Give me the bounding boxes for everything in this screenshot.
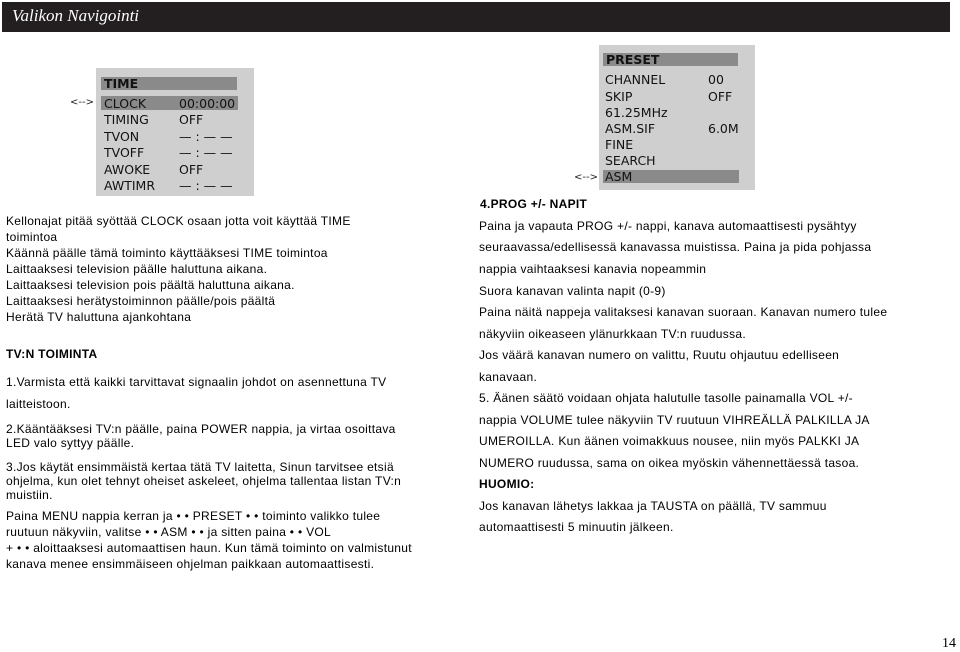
text-line: NUMERO ruudussa, sama on oikea myöskin vähennettäessä tasoa. (479, 456, 860, 470)
preset-menu-row-channel (605, 72, 724, 87)
preset-menu-value: OFF (708, 89, 733, 104)
time-menu-row-tvon (104, 129, 233, 144)
text-line: Paina näitä nappeja valitaksesi kanavan suoraan. Kanavan numero tulee (479, 305, 888, 319)
time-menu-row-awtimr (104, 178, 233, 193)
time-menu-label: CLOCK (104, 96, 147, 111)
time-menu-heading: TIME (101, 77, 237, 90)
page-number: 14 (942, 636, 956, 651)
time-menu-row-tvoff (104, 145, 233, 160)
time-menu-label: AWOKE (104, 162, 151, 177)
time-menu-value: 00:00:00 (179, 96, 236, 111)
note-heading: HUOMIO: (479, 477, 535, 491)
time-menu-value: — : — — (179, 145, 233, 160)
text-line: Paina ja vapauta PROG +/- nappi, kanava automaattisesti pysähtyy (479, 219, 857, 233)
preset-menu-value: 6.0M (708, 121, 739, 136)
left-right-arrow-icon: <--> (574, 172, 598, 183)
time-menu-label: AWTIMR (104, 178, 156, 193)
text-line: ruutuun näkyviin, valitse • • ASM • • ja sitten paina • • VOL (6, 525, 331, 539)
text-line: 5. Äänen säätö voidaan ohjata halutulle tasolle painamalla VOL +/- (479, 391, 853, 405)
prog-section-heading: 4.PROG +/- NAPIT (480, 197, 588, 211)
text-line: Kellonajat pitää syöttää CLOCK osaan jotta voit käyttää TIME (6, 214, 351, 228)
preset-menu-label: 61.25MHz (605, 105, 668, 120)
text-line: muistiin. (6, 488, 53, 502)
preset-menu-row-fine (605, 137, 633, 152)
text-line: kanava menee ensimmäiseen ohjelman paikkaan automaattisesti. (6, 557, 375, 571)
text-line: 2.Kääntääksesi TV:n päälle, paina POWER nappia, ja virtaa osoittava (6, 422, 396, 436)
text-line: laitteistoon. (6, 397, 71, 411)
preset-menu-heading: PRESET (603, 53, 738, 66)
preset-menu-row-asm (603, 170, 739, 183)
text-line: automaattisesti 5 minuutin jälkeen. (479, 520, 674, 534)
time-menu-row-awoke (104, 162, 204, 177)
time-menu-value: — : — — (179, 129, 233, 144)
text-line: LED valo syttyy päälle. (6, 436, 135, 450)
time-menu-label: TVOFF (104, 145, 145, 160)
time-menu-value: — : — — (179, 178, 233, 193)
text-line: Jos väärä kanavan numero on valittu, Ruutu ohjautuu edelliseen (479, 348, 840, 362)
header-bar (2, 2, 950, 32)
time-menu-label: TVON (104, 129, 140, 144)
preset-menu-screen (599, 45, 755, 190)
preset-menu-label: ASM (605, 169, 633, 184)
preset-menu-row-asm-sif (605, 121, 739, 136)
preset-menu-row-skip (605, 89, 733, 104)
text-line: Herätä TV haluttuna ajankohtana (6, 310, 192, 324)
text-line: nappia vaihtaaksesi kanavia nopeammin (479, 262, 707, 276)
text-line: kanavaan. (479, 370, 538, 384)
preset-menu-row-frequency (605, 105, 668, 120)
text-line: Laittaaksesi herätystoiminnon päälle/pois päältä (6, 294, 276, 308)
page-title: Valikon Navigointi (12, 6, 140, 25)
text-line: 3.Jos käytät ensimmäistä kertaa tätä TV laitetta, Sinun tarvitsee etsiä (6, 460, 394, 474)
time-menu-label: TIMING (104, 112, 149, 127)
preset-menu-label: CHANNEL (605, 72, 666, 87)
time-menu-screen (96, 68, 254, 196)
text-line: seuraavassa/edellisessä kanavassa muistissa. Paina ja pida pohjassa (479, 240, 872, 254)
time-menu-value: OFF (179, 162, 204, 177)
text-line: 1.Varmista että kaikki tarvittavat signaalin johdot on asennettuna TV (6, 375, 387, 389)
text-line: Käännä päälle tämä toiminto käyttääksesi TIME toimintoa (6, 246, 328, 260)
text-line: näkyviin oikeaseen ylänurkkaan TV:n ruudussa. (479, 327, 746, 341)
text-line: Laittaaksesi television päälle haluttuna aikana. (6, 262, 268, 276)
preset-menu-label: FINE (605, 137, 634, 152)
preset-menu-value: 00 (708, 72, 724, 87)
text-line: Laittaaksesi television pois päältä haluttuna aikana. (6, 278, 295, 292)
preset-menu-label: ASM.SIF (605, 121, 656, 136)
tv-section-heading: TV:N TOIMINTA (6, 347, 98, 361)
time-menu-value: OFF (179, 112, 204, 127)
left-right-arrow-icon: <--> (70, 97, 94, 108)
text-line: UMEROILLA. Kun äänen voimakkuus nousee, niin myös PALKKI JA (479, 434, 860, 448)
text-line: toimintoa (6, 230, 58, 244)
text-line: nappia VOLUME tulee näkyviin TV ruutuun VIHREÄLLÄ PALKILLA JA (479, 413, 870, 427)
text-line: Paina MENU nappia kerran ja • • PRESET • • toiminto valikko tulee (6, 509, 381, 523)
preset-menu-label: SEARCH (605, 153, 656, 168)
text-line: ohjelma, kun olet tehnyt oheiset askeleet, ohjelma tallentaa listan TV:n (6, 474, 402, 488)
time-menu-row-timing (104, 112, 204, 127)
preset-menu-label: SKIP (605, 89, 633, 104)
text-line: + • • aloittaaksesi automaattisen haun. Kun tämä toiminto on valmistunut (6, 541, 412, 555)
time-menu-row-clock (101, 96, 238, 110)
text-line: Jos kanavan lähetys lakkaa ja TAUSTA on päällä, TV sammuu (479, 499, 827, 513)
preset-menu-row-search (605, 153, 656, 168)
text-line: Suora kanavan valinta napit (0-9) (479, 284, 666, 298)
